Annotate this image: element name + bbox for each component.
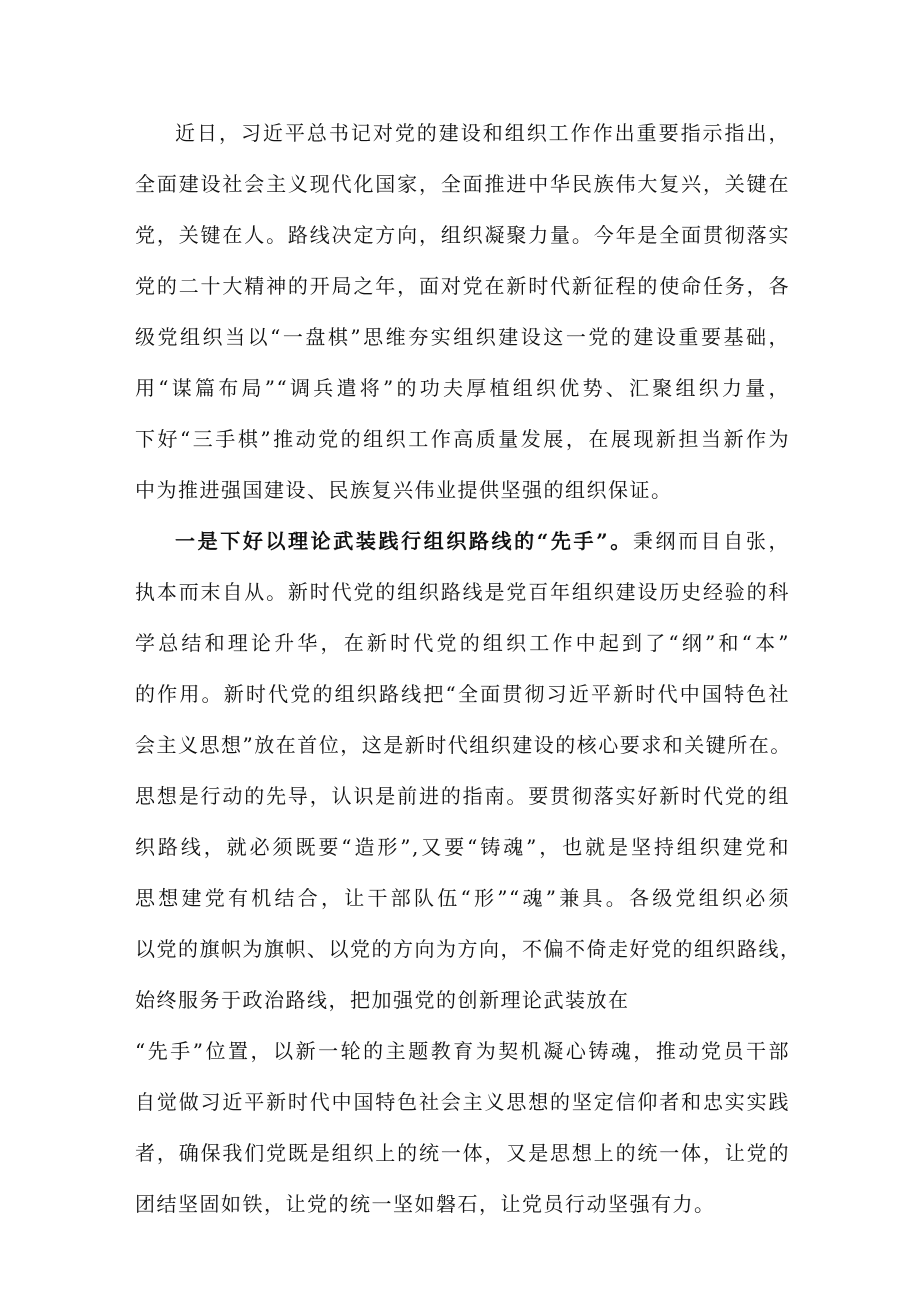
- paragraph-2-line-1-rest: 秉纲而目自张，: [632, 529, 791, 553]
- paragraph-1-line-4: 党的二十大精神的开局之年，面对党在新时代新征程的使命任务，各: [135, 274, 790, 298]
- paragraph-2-line-11: “先手”位置，以新一轮的主题教育为契机凝心铸魂，推动党员干部: [135, 1039, 790, 1063]
- paragraph-2-line-10: 始终服务于政治路线，把加强党的创新理论武装放在: [135, 988, 630, 1012]
- section-heading: 一是下好以理论武装践行组织路线的“先手”。: [175, 529, 633, 553]
- paragraph-2-line-6: 思想是行动的先导，认识是前进的指南。要贯彻落实好新时代党的组: [135, 784, 790, 808]
- paragraph-2-line-4: 的作用。新时代党的组织路线把“全面贯彻习近平新时代中国特色社: [135, 682, 790, 706]
- paragraph-2-line-3: 学总结和理论升华，在新时代党的组织工作中起到了“纲”和“本”: [135, 631, 790, 655]
- paragraph-1-line-3: 党，关键在人。路线决定方向，组织凝聚力量。今年是全面贯彻落实: [135, 223, 790, 247]
- paragraph-1-line-5: 级党组织当以“一盘棋”思维夯实组织建设这一党的建设重要基础，: [135, 325, 790, 349]
- paragraph-2-line-13: 者，确保我们党既是组织上的统一体，又是思想上的统一体，让党的: [135, 1141, 790, 1165]
- paragraph-2-line-9: 以党的旗帜为旗帜、以党的方向为方向，不偏不倚走好党的组织路线，: [135, 937, 802, 961]
- paragraph-2-line-8: 思想建党有机结合，让干部队伍“形”“魂”兼具。各级党组织必须: [135, 886, 790, 910]
- paragraph-1-line-6: 用“谋篇布局”“调兵遣将”的功夫厚植组织优势、汇聚组织力量，: [135, 376, 790, 400]
- paragraph-2-line-1: [135, 516, 790, 567]
- paragraph-1-line-1: 近日，习近平总书记对党的建设和组织工作作出重要指示指出，: [175, 121, 790, 145]
- paragraph-1-line-7: 下好“三手棋”推动党的组织工作高质量发展，在展现新担当新作为: [135, 427, 790, 451]
- paragraph-2-line-5: 会主义思想”放在首位，这是新时代组织建设的核心要求和关键所在。: [135, 733, 792, 757]
- document-body: [135, 108, 802, 1230]
- paragraph-2-line-14: 团结坚固如铁，让党的统一坚如磐石，让党员行动坚强有力。: [135, 1192, 716, 1216]
- paragraph-1-line-8: 中为推进强国建设、民族复兴伟业提供坚强的组织保证。: [135, 478, 673, 502]
- paragraph-2-line-7: 织路线，就必须既要“造形”,又要“铸魂”，也就是坚持组织建党和: [135, 835, 790, 859]
- paragraph-2-line-2: 执本而末自从。新时代党的组织路线是党百年组织建设历史经验的科: [135, 580, 790, 604]
- paragraph-1-line-2: 全面建设社会主义现代化国家，全面推进中华民族伟大复兴，关键在: [135, 172, 790, 196]
- paragraph-2-line-12: 自觉做习近平新时代中国特色社会主义思想的坚定信仰者和忠实实践: [135, 1090, 790, 1114]
